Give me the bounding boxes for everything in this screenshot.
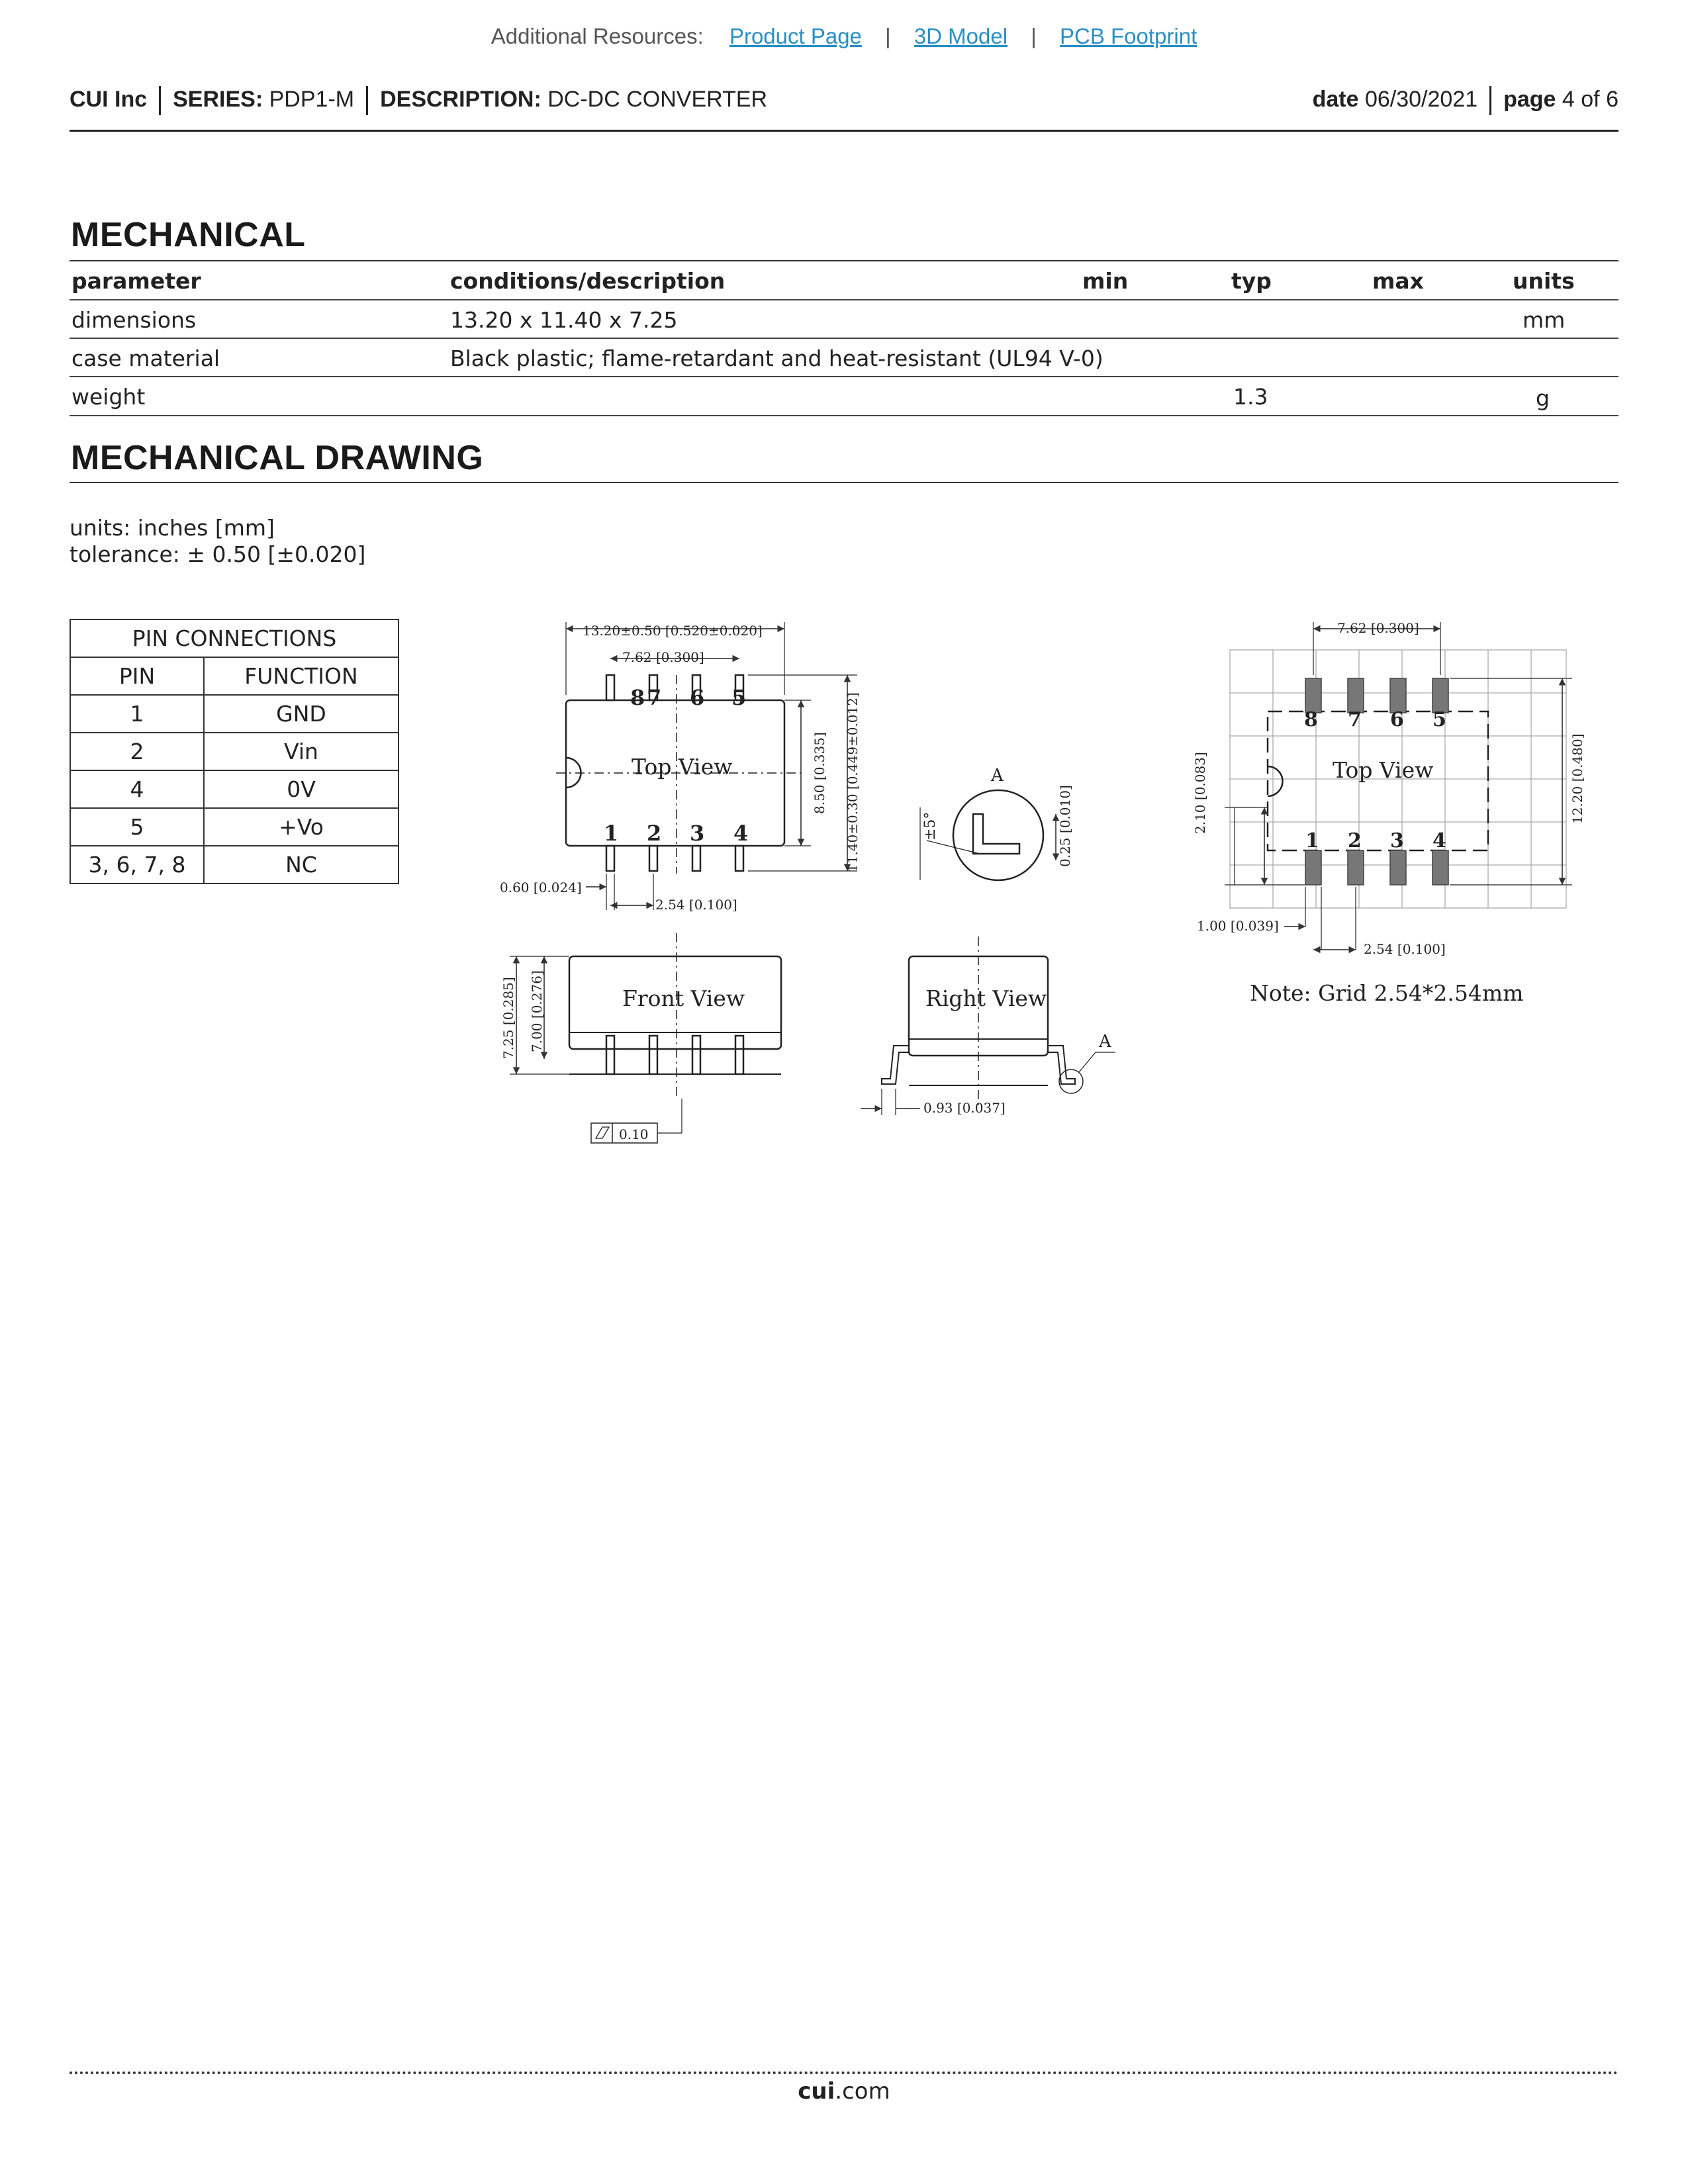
pin-label: 1 [604, 821, 619, 846]
row-units: mm [1523, 307, 1566, 333]
pin-label: 5 [1432, 708, 1446, 731]
product-page-link[interactable]: Product Page [729, 24, 862, 48]
pin-table-title: PIN CONNECTIONS [70, 619, 399, 657]
pin-width-dimension: 0.60 [0.024] [500, 880, 582, 895]
pin-label: 4 [733, 821, 749, 846]
table-row: 5 +Vo [70, 808, 399, 846]
mechanical-drawing-heading: MECHANICAL DRAWING [71, 439, 484, 477]
lead-thickness-dimension: 0.25 [0.010] [1057, 785, 1073, 867]
pin-label: 8 [1304, 708, 1318, 731]
row-parameter: weight [71, 384, 146, 410]
row-spacing-dimension: 7.62 [0.300] [622, 649, 704, 665]
col-conditions: conditions/description [450, 268, 726, 294]
document-header [70, 86, 1618, 126]
heading-rule [70, 260, 1618, 261]
body-width-dimension: 8.50 [0.335] [812, 732, 827, 814]
series-value: PDP1-M [269, 86, 355, 112]
heading-rule [70, 482, 1618, 483]
series-label: SERIES: [173, 86, 263, 112]
row-conditions: 13.20 x 11.40 x 7.25 [450, 307, 678, 333]
page-label: page [1503, 86, 1556, 112]
pin-header: PIN [70, 657, 204, 695]
pcb-footprint-drawing [1225, 622, 1572, 950]
pcb-pitch-dimension: 2.54 [0.100] [1364, 941, 1446, 957]
footer-brand: cui [798, 2078, 835, 2105]
grid-note: Note: Grid 2.54*2.54mm [1250, 980, 1524, 1006]
pin-label: 1 [1305, 829, 1319, 852]
pin-label: 3 [1390, 829, 1404, 852]
units-note: units: inches [mm] [70, 515, 275, 541]
col-typ: typ [1231, 268, 1272, 294]
right-view-drawing [861, 936, 1115, 1115]
table-row: 3, 6, 7, 8 NC [70, 846, 399, 884]
pin-label: 7 [647, 685, 662, 710]
overall-width-dimension: 11.40±0.30 [0.449±0.012] [845, 692, 861, 872]
body-height-dimension: 7.00 [0.276] [529, 970, 545, 1052]
table-row: 2 Vin [70, 733, 399, 770]
description-label: DESCRIPTION: [380, 86, 541, 112]
pin-label: 6 [690, 685, 705, 710]
pcb-pad-length-dimension: 2.10 [0.083] [1192, 752, 1208, 834]
row-conditions: Black plastic; flame-retardant and heat-resistant (UL94 V-0) [450, 345, 1103, 371]
date-value: 06/30/2021 [1364, 86, 1478, 112]
row-typ: 1.3 [1233, 384, 1268, 410]
pin-label: 5 [731, 685, 747, 710]
mechanical-heading: MECHANICAL [71, 216, 306, 254]
pin-label: 8 [630, 685, 645, 710]
pin-connections-table [70, 619, 399, 884]
front-view-label: Front View [622, 985, 745, 1011]
table-row: 4 0V [70, 770, 399, 808]
front-view-drawing [510, 933, 781, 1143]
resources-label: Additional Resources: [491, 24, 704, 48]
row-parameter: case material [71, 345, 220, 371]
footer-rule [70, 2071, 1618, 2074]
pcb-overall-dimension: 12.20 [0.480] [1570, 733, 1585, 824]
description-value: DC-DC CONVERTER [547, 86, 768, 112]
length-dimension: 13.20±0.50 [0.520±0.020] [583, 623, 763, 639]
additional-resources-bar [0, 24, 1688, 49]
pin-label: 2 [647, 821, 662, 846]
date-label: date [1312, 86, 1359, 112]
header-right [1313, 86, 1618, 115]
row-parameter: dimensions [71, 307, 197, 333]
col-min: min [1082, 268, 1129, 294]
right-view-label: Right View [925, 985, 1047, 1011]
3d-model-link[interactable]: 3D Model [914, 24, 1008, 48]
company-name: CUI Inc [70, 86, 148, 112]
pcb-footprint-link[interactable]: PCB Footprint [1059, 24, 1197, 48]
top-view-label: Top View [632, 754, 733, 780]
detail-letter: A [1099, 1032, 1111, 1052]
separator: | [885, 24, 891, 48]
pin-label: 2 [1348, 829, 1362, 852]
function-header: FUNCTION [204, 657, 399, 695]
page-value: 4 of 6 [1562, 86, 1618, 112]
pin-label: 3 [690, 821, 705, 846]
height-dimension: 7.25 [0.285] [500, 977, 516, 1059]
pcb-row-spacing-dimension: 7.62 [0.300] [1337, 620, 1419, 636]
mechanical-drawing [463, 596, 1622, 1178]
header-rule [70, 130, 1618, 132]
col-max: max [1372, 268, 1424, 294]
pcb-pad-width-dimension: 1.00 [0.039] [1197, 918, 1279, 934]
pin-label: 4 [1432, 829, 1446, 852]
footer [0, 2078, 1688, 2105]
col-parameter: parameter [71, 268, 201, 294]
detail-a-drawing [920, 790, 1056, 880]
col-units: units [1513, 268, 1575, 294]
pin-label: 7 [1348, 708, 1362, 731]
flatness-value: 0.10 [619, 1126, 649, 1142]
pin-label: 6 [1390, 708, 1404, 731]
angle-label: ±5° [922, 811, 939, 841]
lead-foot-dimension: 0.93 [0.037] [923, 1100, 1006, 1116]
row-units: g [1536, 385, 1550, 411]
pcb-top-view-label: Top View [1333, 757, 1434, 783]
tolerance-note: tolerance: ± 0.50 [±0.020] [70, 541, 366, 567]
detail-letter: A [991, 766, 1004, 786]
table-row: 1 GND [70, 695, 399, 733]
footer-domain: .com [835, 2078, 890, 2105]
pitch-dimension: 2.54 [0.100] [655, 897, 737, 913]
separator: | [1031, 24, 1037, 48]
